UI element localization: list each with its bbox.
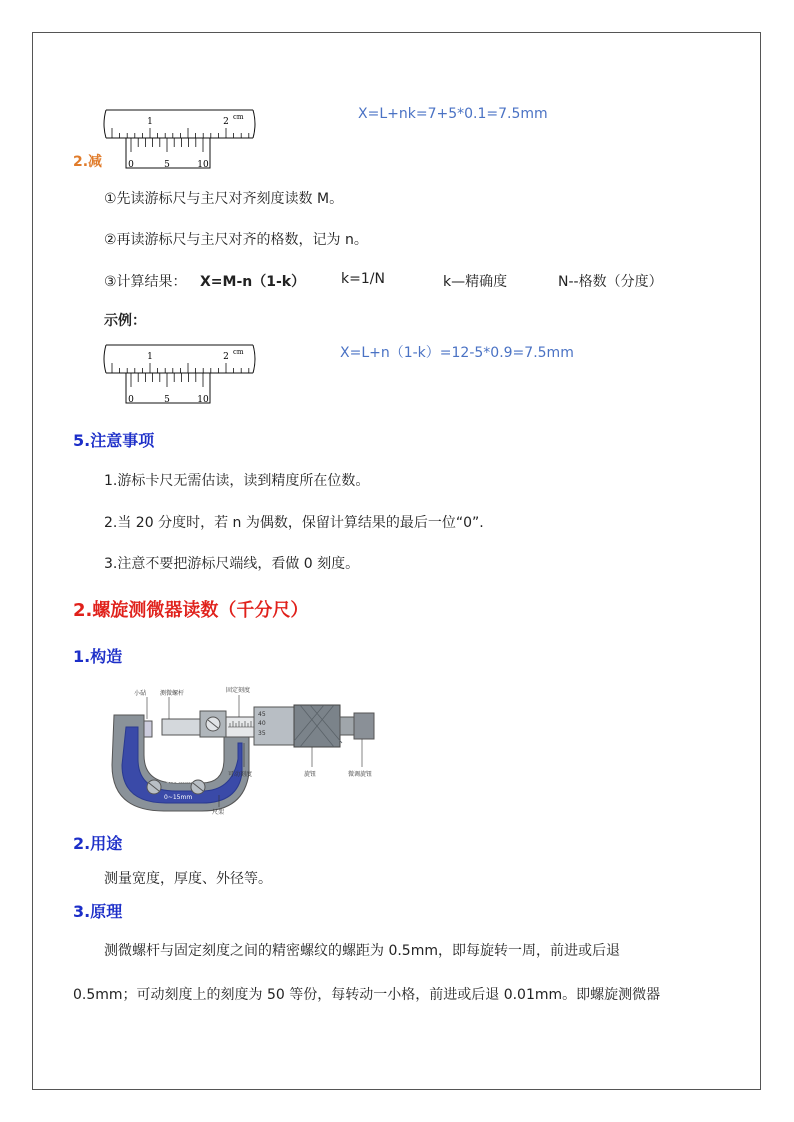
vernier-label-0: 0 bbox=[128, 160, 134, 170]
section-subtract-heading: 2.减 bbox=[73, 154, 103, 170]
use-text: 测量宽度，厚度、外径等。 bbox=[104, 871, 272, 887]
frame-text-2: 0~15mm bbox=[164, 794, 193, 801]
vernier-label-10: 10 bbox=[197, 395, 209, 405]
step-3-k: k=1/N bbox=[341, 271, 385, 287]
vernier-label-5: 5 bbox=[164, 160, 170, 170]
label-sleeve: 固定刻度 bbox=[226, 687, 251, 694]
note-item-1: 1.游标卡尺无需估读，读到精度所在位数。 bbox=[104, 473, 370, 489]
step-2-text: ②再读游标尺与主尺对齐的格数，记为 n。 bbox=[104, 232, 368, 248]
example-label: 示例： bbox=[104, 313, 146, 329]
label-anvil: 小砧 bbox=[134, 690, 147, 697]
step-3-formula: X=M-n（1-k） bbox=[200, 274, 306, 290]
vernier-diagram-2 bbox=[100, 339, 260, 407]
main-scale-label-2: 2 bbox=[223, 117, 229, 127]
notes-heading: 5.注意事项 bbox=[73, 431, 155, 450]
label-thimble: 可动刻度 bbox=[228, 771, 253, 778]
vernier-label-0: 0 bbox=[128, 395, 134, 405]
label-spindle: 测微螺杆 bbox=[160, 690, 185, 697]
vernier-formula-1: X=L+nk=7+5*0.1=7.5mm bbox=[358, 106, 548, 122]
frame-text-1: 0.01mm bbox=[166, 778, 192, 785]
main-scale-label-1: 1 bbox=[147, 352, 153, 362]
use-heading: 2.用途 bbox=[73, 834, 123, 853]
step-3-prefix: ③计算结果： bbox=[104, 274, 187, 290]
unit-label: cm bbox=[233, 348, 244, 356]
vernier-formula-2: X=L+n（1-k）=12-5*0.9=7.5mm bbox=[340, 345, 574, 361]
principle-line-1: 测微螺杆与固定刻度之间的精密螺纹的螺距为 0.5mm，即每旋转一周，前进或后退 bbox=[104, 943, 620, 959]
thimble-number-45: 45 bbox=[258, 711, 266, 718]
step-3-k-desc: k—精确度 bbox=[443, 274, 508, 290]
label-knob: 旋钮 bbox=[304, 771, 317, 778]
label-frame: 尺架 bbox=[212, 809, 225, 816]
note-item-2: 2.当 20 分度时，若 n 为偶数，保留计算结果的最后一位“0”. bbox=[104, 515, 484, 531]
thimble-number-40: 40 bbox=[258, 720, 266, 727]
main-scale-label-1: 1 bbox=[147, 117, 153, 127]
micrometer-heading: 2.螺旋测微器读数（千分尺） bbox=[73, 600, 309, 621]
label-ratchet: 微调旋钮 bbox=[348, 771, 373, 778]
unit-label: cm bbox=[233, 113, 244, 121]
vernier-label-10: 10 bbox=[197, 160, 209, 170]
principle-line-2: 0.5mm；可动刻度上的刻度为 50 等份，每转动一小格，前进或后退 0.01mm。即螺旋测微器 bbox=[73, 987, 661, 1003]
principle-heading: 3.原理 bbox=[73, 902, 123, 921]
thimble-number-35: 35 bbox=[258, 730, 266, 737]
step-1-text: ①先读游标尺与主尺对齐刻度读数 M。 bbox=[104, 191, 344, 207]
vernier-label-5: 5 bbox=[164, 395, 170, 405]
note-item-3: 3.注意不要把游标尺端线，看做 0 刻度。 bbox=[104, 556, 360, 572]
structure-heading: 1.构造 bbox=[73, 647, 123, 666]
step-3-n-desc: N--格数（分度） bbox=[558, 274, 663, 290]
micrometer-diagram bbox=[104, 683, 394, 818]
main-scale-label-2: 2 bbox=[223, 352, 229, 362]
vernier-diagram-1 bbox=[100, 104, 260, 172]
